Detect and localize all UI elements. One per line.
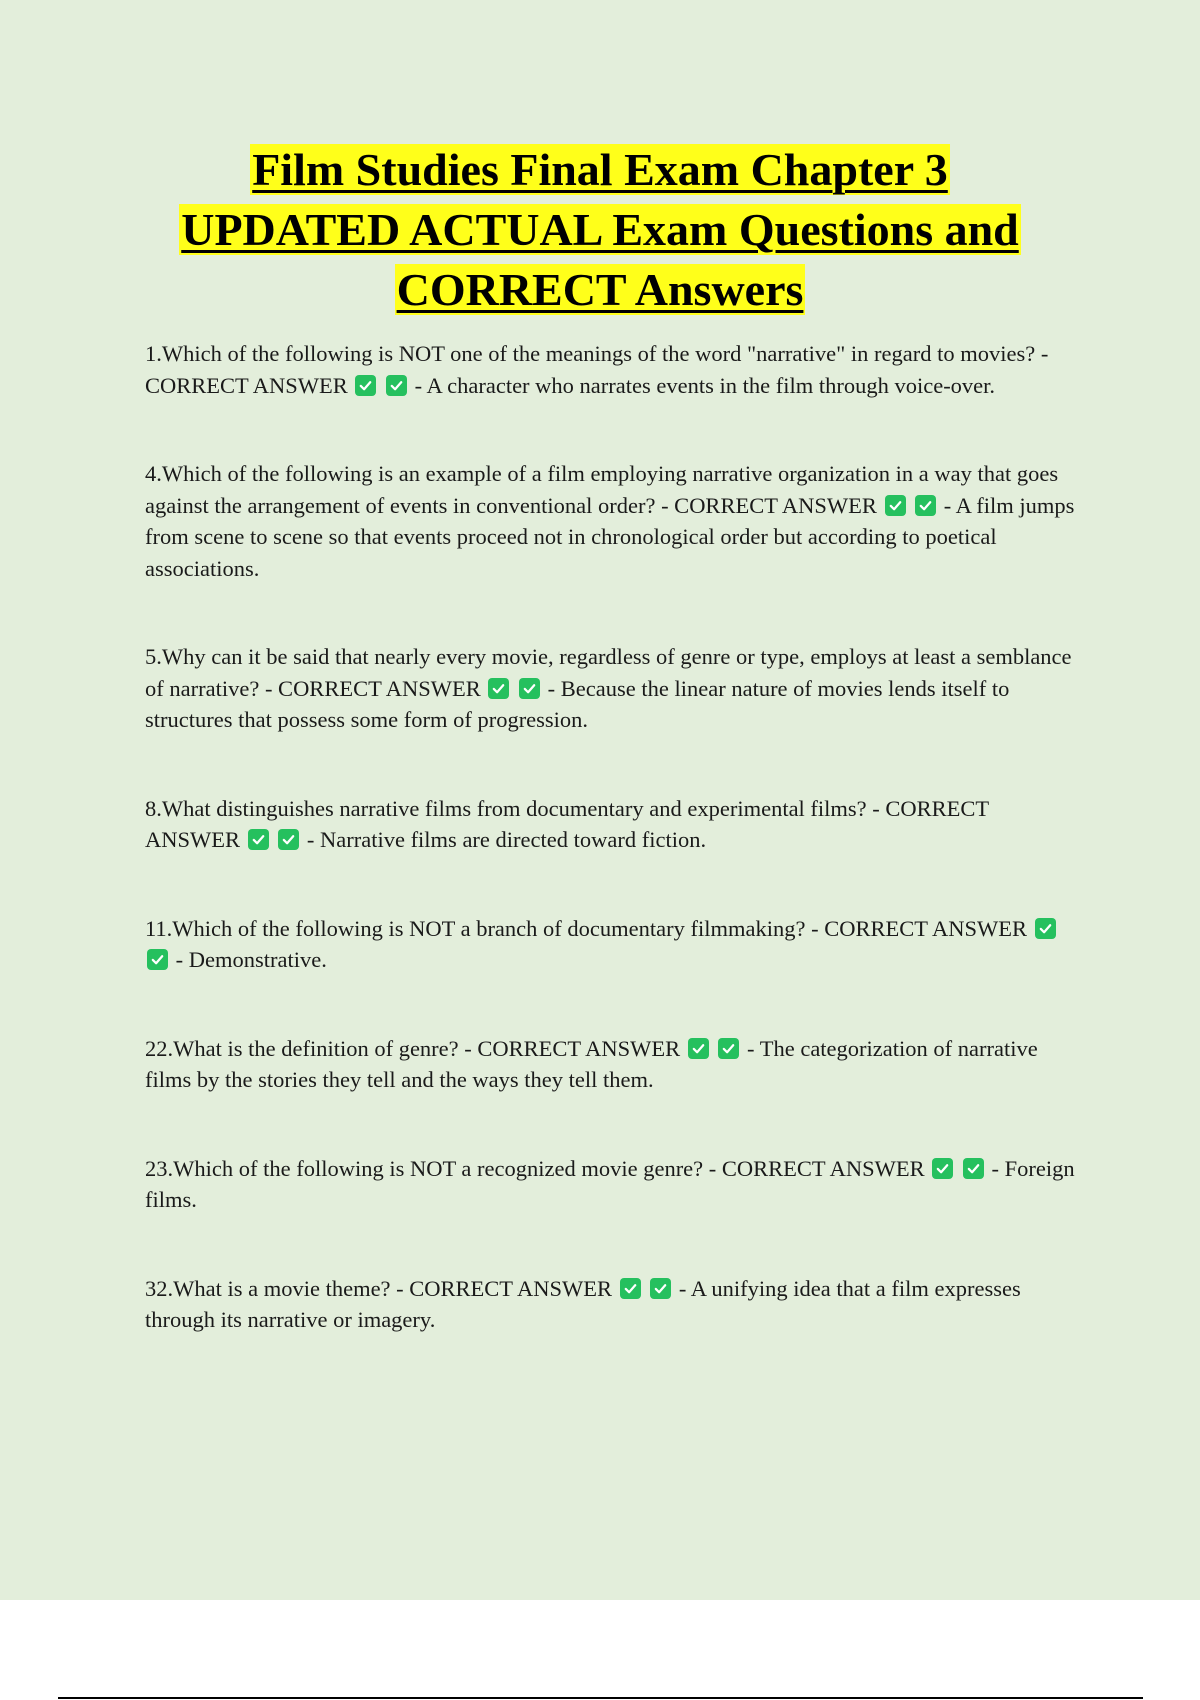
check-mark-icon — [147, 949, 168, 970]
correct-answer-label: - CORRECT ANSWER — [464, 1035, 681, 1061]
qa-item — [145, 1273, 1085, 1336]
title-line-2: UPDATED ACTUAL Exam Questions and — [181, 204, 1019, 255]
check-mark-icon — [650, 1278, 671, 1299]
answer-text: - Narrative films are directed toward fiction. — [306, 827, 707, 852]
question-text: 4.Which of the following is an example of a film employing narrative organization in a way that goes against the arrangement of events in conventional order? — [145, 461, 1059, 518]
answer-text: - Demonstrative. — [175, 947, 327, 972]
check-mark-icon — [488, 678, 509, 699]
check-mark-icon — [1035, 918, 1056, 939]
qa-item — [145, 913, 1085, 976]
check-mark-icon — [688, 1038, 709, 1059]
correct-answer-label: - CORRECT ANSWER — [145, 795, 989, 852]
question-text: 23.Which of the following is NOT a recognized movie genre? — [145, 1155, 704, 1181]
question-text: 1.Which of the following is NOT one of the meanings of the word "narrative" in regard to movies? — [145, 341, 1036, 366]
question-text: 22.What is the definition of genre? — [145, 1035, 459, 1061]
title-line-1: Film Studies Final Exam Chapter 3 — [252, 144, 948, 195]
qa-item — [145, 641, 1085, 736]
correct-answer-label: - CORRECT ANSWER — [811, 915, 1027, 941]
check-mark-icon — [915, 495, 936, 516]
question-text: 5.Why can it be said that nearly every movie, regardless of genre or type, employs at least a semblance of narrative? — [145, 644, 1072, 701]
question-text: 8.What distinguishes narrative films from documentary and experimental films? — [145, 795, 867, 821]
qa-item — [145, 1153, 1085, 1216]
correct-answer-label: - CORRECT ANSWER — [661, 492, 877, 518]
answer-text: - Because the linear nature of movies lends itself to structures that possess some form of progression. — [145, 675, 1010, 732]
answer-text: - Foreign films. — [145, 1155, 1075, 1212]
check-mark-icon — [355, 375, 376, 396]
answer-text: - A film jumps from scene to scene so that events proceed not in chronological order but according to poetical associations. — [145, 492, 1075, 581]
answer-text: - A unifying idea that a film expresses through its narrative or imagery. — [145, 1275, 1021, 1332]
check-mark-icon — [932, 1158, 953, 1179]
check-mark-icon — [519, 678, 540, 699]
answer-text: - The categorization of narrative films by the stories they tell and the ways they tell them. — [145, 1035, 1038, 1092]
check-mark-icon — [278, 829, 299, 850]
check-mark-icon — [620, 1278, 641, 1299]
qa-item — [145, 458, 1085, 584]
correct-answer-label: - CORRECT ANSWER — [708, 1155, 925, 1181]
qa-item — [145, 1033, 1085, 1096]
answer-text: - A character who narrates events in the film through voice-over. — [414, 372, 996, 398]
question-answer-list — [145, 338, 1085, 1336]
check-mark-icon — [248, 829, 269, 850]
check-mark-icon — [885, 495, 906, 516]
question-text: 32.What is a movie theme? — [145, 1275, 391, 1301]
check-mark-icon — [386, 375, 407, 396]
document-title — [0, 140, 1200, 320]
correct-answer-label: - CORRECT ANSWER — [145, 341, 1049, 398]
check-mark-icon — [963, 1158, 984, 1179]
correct-answer-label: - CORRECT ANSWER — [396, 1275, 613, 1301]
question-text: 11.Which of the following is NOT a branch of documentary filmmaking? — [145, 915, 806, 941]
title-line-3: CORRECT Answers — [396, 264, 804, 315]
footer-divider — [58, 1697, 1143, 1699]
check-mark-icon — [718, 1038, 739, 1059]
qa-item — [145, 793, 1085, 856]
correct-answer-label: - CORRECT ANSWER — [264, 675, 481, 701]
qa-item — [145, 338, 1085, 401]
